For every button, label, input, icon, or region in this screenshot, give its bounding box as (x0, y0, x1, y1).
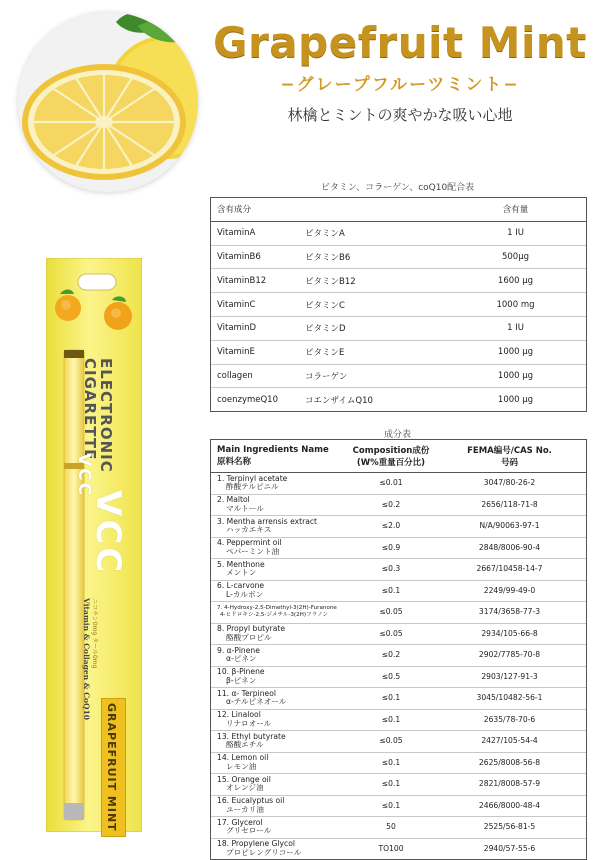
ingredient-name-ja: ユーカリ油 (226, 804, 264, 814)
ingredient-table-header (211, 440, 586, 473)
page-title: Grapefruit Mint (213, 18, 587, 67)
ingredient-name-en: 1. Terpinyl acetate (217, 473, 288, 483)
ingredient-name-ja: 酪酸エチル (226, 740, 264, 750)
ingredient-name-en: 18. Propylene Glycol (217, 839, 295, 849)
ingredient-name-ja: α-テルピネオール (226, 697, 287, 707)
ingredient-composition: ≤0.05 (379, 736, 403, 745)
ingredient-name-en: 5. Menthone (217, 559, 265, 569)
ingredient-cas: 2940/57-55-6 (483, 843, 536, 853)
brand-line-1: ELECTRONIC (97, 358, 115, 473)
table-row (211, 559, 586, 581)
ingredient-composition: ≤0.1 (381, 714, 401, 724)
ingredient-cas: 2656/118-71-8 (481, 499, 538, 509)
table-row (211, 495, 586, 517)
ingredient-cas: 2903/127-91-3 (481, 671, 538, 681)
ingredient-name-en: 9. α-Pinene (217, 645, 260, 655)
vitamin-table-header (211, 198, 586, 222)
ingredient-name-en: 12. Linalool (217, 710, 261, 720)
vitamin-name-en: VitaminB12 (217, 275, 267, 286)
flavor-label: GRAPEFRUIT MINT (105, 703, 118, 832)
ingredient-name-en: 16. Eucalyptus oil (217, 796, 285, 806)
table-row (211, 753, 586, 775)
vitamin-name-en: VitaminD (217, 323, 257, 334)
vitamin-name-en: VitaminC (217, 299, 256, 310)
vitamin-name-en: VitaminA (217, 228, 256, 239)
vitamin-name-en: VitaminB6 (217, 251, 261, 262)
vitamin-amount: 1000 μg (497, 347, 534, 358)
ingredient-name-ja: ハッカエキス (226, 525, 272, 535)
vitamin-amount: 1 IU (507, 228, 524, 239)
grapefruit-photo (18, 12, 198, 192)
table-row (211, 817, 586, 839)
ingredient-cas: 2427/105-54-4 (481, 736, 538, 745)
ingredient-name-ja: メントン (226, 568, 257, 578)
vitamin-name-ja: ビタミンA (305, 229, 345, 240)
vitamin-name-en: coenzymeQ10 (217, 394, 278, 405)
ingredient-cas: 2625/8008-56-8 (478, 757, 541, 767)
vitamin-amount: 1000 μg (497, 394, 534, 405)
ingredient-name-ja: 4-ヒドロキシ-2,5-ジメチル-3(2H)フラノン (220, 612, 329, 619)
vitamin-amount: 1600 μg (497, 275, 534, 286)
ingredient-name-ja: β-ピネン (226, 675, 257, 685)
vitamin-table (210, 197, 587, 412)
header-fema-1: FEMA编号/CAS No. (467, 446, 552, 456)
ingredient-cas: 3045/10482-56-1 (476, 693, 543, 702)
table-row (211, 667, 586, 689)
ingredient-name-en: 6. L-carvone (217, 581, 265, 591)
vitamin-header-ingredient: 含有成分 (217, 205, 252, 216)
vitamin-name-en: VitaminE (217, 347, 255, 358)
vitamin-name-ja: ビタミンE (305, 348, 345, 359)
ingredient-name-ja: グリセロール (226, 826, 272, 836)
vitamin-row (211, 317, 586, 341)
ingredient-name-en: 2. Maltol (217, 495, 250, 505)
table-row (211, 581, 586, 603)
header-comp-1: Composition成份 (352, 446, 430, 456)
ingredient-name-ja: L-カルボン (226, 589, 264, 599)
ingredient-name-en: 13. Ethyl butyrate (217, 731, 286, 741)
ingredient-cas: 3047/80-26-2 (483, 478, 536, 487)
ingredient-composition: ≤0.1 (381, 757, 401, 767)
product-package (46, 258, 142, 832)
ingredient-name-ja: オレンジ油 (226, 783, 264, 793)
ingredient-cas: 2249/99-49-0 (483, 585, 536, 595)
page-subtitle: −グレープフルーツミント− (280, 75, 520, 95)
vitamin-row (211, 365, 586, 389)
ingredient-composition: ≤0.05 (379, 607, 403, 616)
vitamin-amount: 1000 μg (497, 370, 534, 381)
ingredient-name-en: 10. β-Pinene (217, 667, 265, 677)
ingredient-composition: ≤0.2 (381, 499, 401, 509)
vitamin-name-ja: ビタミンB6 (305, 252, 351, 263)
brand-line-2: CIGARETTE (81, 358, 99, 461)
ingredient-composition: ≤0.1 (381, 693, 401, 702)
table-row (211, 731, 586, 753)
ingredient-name-ja: α-ピネン (226, 654, 257, 664)
ingredient-name-ja: ペパーミント油 (226, 546, 280, 556)
ingredient-table (210, 439, 587, 860)
vitamin-name-ja: ビタミンC (305, 300, 345, 311)
ingredient-cas: 2466/8000-48-4 (478, 800, 541, 810)
ingredient-name-ja: 酢酸テルピニル (226, 482, 279, 492)
ingredient-name-en: 4. Peppermint oil (217, 538, 282, 548)
ingredient-composition: 50 (386, 822, 396, 831)
vitamin-amount: 500μg (501, 251, 530, 262)
vitamin-row (211, 293, 586, 317)
header-comp-2: (W%重量百分比) (356, 458, 426, 468)
ingredient-cas: 2934/105-66-8 (481, 628, 538, 638)
tagline: 林檎とミントの爽やかな吸い心地 (287, 106, 513, 124)
grapefruit-illustration (18, 12, 198, 192)
ingredient-name-en: 7. 4-Hydroxy-2,5-Dimethyl-3(2H)-Furanone (217, 605, 337, 612)
ingredient-name-en: 15. Orange oil (217, 774, 271, 784)
vitamin-amount: 1 IU (507, 323, 524, 334)
ingredient-name-ja: プロピレングリコール (226, 847, 302, 857)
ingredient-cas: 2635/78-70-6 (483, 714, 536, 724)
table-row (211, 473, 586, 495)
vitamin-table-caption: ビタミン、コラーゲン、coQ10配合表 (320, 183, 475, 193)
vitamin-header-amount: 含有量 (502, 205, 529, 216)
header-fema-2: 号码 (500, 458, 518, 468)
vitamin-name-en: collagen (217, 370, 253, 381)
ingredient-cas: 3174/3658-77-3 (478, 607, 541, 616)
ingredient-composition: ≤0.05 (379, 628, 403, 638)
nicotine-note: ニコチン0mg タール0mg (91, 598, 98, 669)
vitamin-row (211, 246, 586, 270)
ingredient-name-en: 17. Glycerol (217, 817, 263, 827)
ingredient-table-caption: 成分表 (383, 430, 411, 440)
ingredient-cas: 2525/56-81-5 (483, 822, 536, 831)
ingredient-cas: 2848/8006-90-4 (478, 542, 541, 552)
ingredient-name-en: 11. α- Terpineol (217, 688, 276, 698)
ingredient-composition: ≤0.1 (381, 800, 401, 810)
vitamin-amount: 1000 mg (496, 299, 535, 310)
vitamin-name-ja: コエンザイムQ10 (305, 395, 373, 406)
ingredient-composition: ≤2.0 (381, 521, 401, 530)
ingredient-name-ja: マルトール (226, 503, 264, 513)
table-row (211, 516, 586, 538)
header-name-en: Main Ingredients Name (217, 445, 329, 455)
ingredient-composition: ≤0.5 (381, 671, 401, 681)
table-row (211, 645, 586, 667)
ingredient-name-en: 3. Mentha arrensis extract (217, 516, 318, 526)
ingredient-name-ja: レモン油 (226, 761, 257, 771)
ingredient-cas: 2821/8008-57-9 (478, 779, 541, 788)
ingredient-cas: N/A/90063-97-1 (479, 521, 540, 530)
vitamin-note: Vitamin & Collagen & CoQ10 (82, 598, 91, 721)
ingredient-composition: ≤0.2 (381, 650, 401, 659)
ingredient-name-en: 8. Propyl butyrate (217, 624, 286, 634)
ingredient-cas: 2902/7785-70-8 (478, 650, 541, 659)
header-name-ja: 原料名称 (217, 457, 252, 467)
ingredient-composition: ≤0.9 (381, 542, 401, 552)
logo-small: VCC (74, 453, 94, 498)
ingredient-composition: ≤0.1 (381, 779, 401, 788)
table-row (211, 710, 586, 732)
ingredient-cas: 2667/10458-14-7 (476, 564, 543, 573)
table-row (211, 624, 586, 646)
ingredient-composition: ≤0.01 (379, 478, 403, 487)
table-row (211, 602, 586, 624)
table-row (211, 688, 586, 710)
vitamin-row (211, 222, 586, 246)
table-row (211, 538, 586, 560)
ingredient-name-ja: 酪酸プロピル (226, 632, 272, 642)
ingredient-name-ja: リナロオール (226, 718, 272, 728)
ingredient-composition: ≤0.3 (381, 564, 401, 573)
ingredient-name-en: 14. Lemon oil (217, 753, 269, 763)
vitamin-row (211, 269, 586, 293)
ingredient-composition: TO100 (378, 843, 404, 853)
ingredient-composition: ≤0.1 (381, 585, 401, 595)
table-row (211, 796, 586, 818)
vitamin-row (211, 388, 586, 411)
vitamin-name-ja: コラーゲン (305, 371, 348, 382)
vitamin-name-ja: ビタミンB12 (305, 276, 356, 287)
vitamin-row (211, 341, 586, 365)
logo-large: VCC (88, 490, 128, 576)
vitamin-name-ja: ビタミンD (305, 324, 346, 335)
table-row (211, 774, 586, 796)
